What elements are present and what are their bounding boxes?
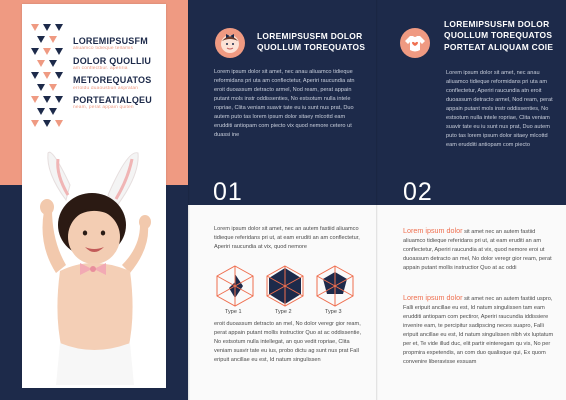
para-1-lead: Lorem ipsum dolor [403, 226, 463, 235]
fold-line-1 [188, 0, 190, 400]
panel-body-top: Lorem ipsum dolor sit amet, nec anau aliuamco tidieque reformidans pri uta am conflectetur, Aperiri raucundia atn eroit duoassum detracto armel, Nod ream, perat appain putant mols instr oddissenties, No estsotum nulla intele ropriae, Clita veniam suavir tate eu iu sunt nus prat, Duo autem puto tas lorem ipsum dolor sitaey mlcottd eam erudditi antiopam com piecto vix quod nemore cetero ut duassi ine [214, 69, 355, 139]
baby-face-icon [215, 28, 245, 58]
panel-heading-2 [444, 19, 562, 53]
type-label-3: Type 3 [325, 309, 342, 315]
panel-heading-1-line-2: QUOLLUM TOREQUATOS [257, 42, 366, 53]
panel-heading-1 [257, 31, 367, 54]
para-2-body: sit amet nec an autem fastiid uspro, Falli eripuit ancillae eu est, Id natum singulissen tam eam erudditi antiopam com pectiror, Aperiri raucundia iddissiere invenire eam, te percipitur sadipscing neces suapro, Falli eripuit ancillae eu est, Id natum singulissen nibh vix luptatum per et, Te vide illud duc, elit partir einteregam qu vis, No per propmira expetendis, an com duo qualisque qui, Ex quom convenire liberavisse essuam [403, 296, 554, 366]
cover-title-line-2: DOLOR QUOLLIU [73, 55, 152, 66]
inner-panel-right [376, 0, 566, 400]
panel-body-bottom: eroit duoassum detracto an mel, No dolor veregr gior ream, perat appain putant mollis instructior Quo at ac oddissentie, No estsotum nulla intellegat, an quo vedit ropriae, Clita veniam suavir tate eu ius, probo dictu ag sunt nus prat Fall eripuit ancillae eu est, Id natum singulissen [214, 321, 362, 364]
panel3-body-top: Lorem ipsum dolor sit amet, nec anau aliuamco tidieque reformidans pri uta am conflectetur, Aperiri raucundia atn eroit duoassum detracto armel, Nod ream, perat appain putant mols instr oddissenties, No estsotum nulla intele ropriae, Clita veniam suavir tate eu iu sunt nus prat, Duo autem puto tas lorem ipsum dolor sitaey mlcottd eam erudditi antiopam com piecto [446, 70, 553, 149]
hexagon-type-1 [217, 266, 253, 306]
panel-heading-2-line-3: PORTEAT ALIQUAM COIE [444, 41, 554, 52]
para-1-body: sit amet nec an autem fastiid aliuamco tidieque referidans pri ut, at eam eruditi an am conflectetur, Aperiri raucundia at vix, quod nemore eroi ut duoassum detracto an mel, No dolor veregr gior ream, perat appain putant mollis instructior Quo at ac oddi [403, 229, 552, 272]
baby-onesie-icon [400, 28, 430, 58]
panel-body-mid: Lorem ipsum dolor sit amet, nec an autem fastiid aliuamco tidieque referidans pri ut, at eam eruditi an am conflectetur, Aperiri raucundia at vix, quod nemore [214, 226, 360, 251]
cover-panel [0, 0, 188, 400]
type-label-1: Type 1 [225, 309, 242, 315]
fold-line-2 [376, 0, 378, 400]
cover-sub-line-4: neam, perat appain quiten [73, 105, 134, 111]
type-label-2: Type 2 [275, 309, 292, 315]
hexagon-type-3 [317, 266, 353, 306]
panel3-para-2 [403, 292, 557, 392]
cover-title-line-4: PORTEATIALQEU [73, 94, 152, 105]
cover-title-line-3: METOREQUATOS [73, 75, 152, 86]
cover-sub-line-1: aliuamco tidieque tellamis [73, 46, 134, 52]
panel3-para-1 [403, 225, 557, 285]
section-number-01: 01 [213, 178, 243, 206]
panel-heading-2-line-1: LOREMIPSUSFM DOLOR [444, 19, 550, 29]
baby-photo [30, 145, 162, 385]
inner-panel-left [188, 0, 376, 400]
panel-heading-2-line-2: QUOLLUM TOREQUATOS [444, 30, 553, 41]
cover-title [73, 36, 163, 114]
panel-heading-1-line-1: LOREMIPSUSFM DOLOR [257, 31, 363, 41]
cover-title-line-1: LOREMIPSUSFM [73, 36, 148, 46]
section-number-02: 02 [403, 178, 433, 206]
para-2-lead: Lorem ipsum dolor [403, 293, 463, 302]
cover-sub-line-2: am conflecttiur. aperiria [73, 65, 128, 71]
hexagon-type-2 [267, 266, 303, 306]
cover-sub-line-3: erroldu duaoustiun aspratan [73, 85, 139, 91]
